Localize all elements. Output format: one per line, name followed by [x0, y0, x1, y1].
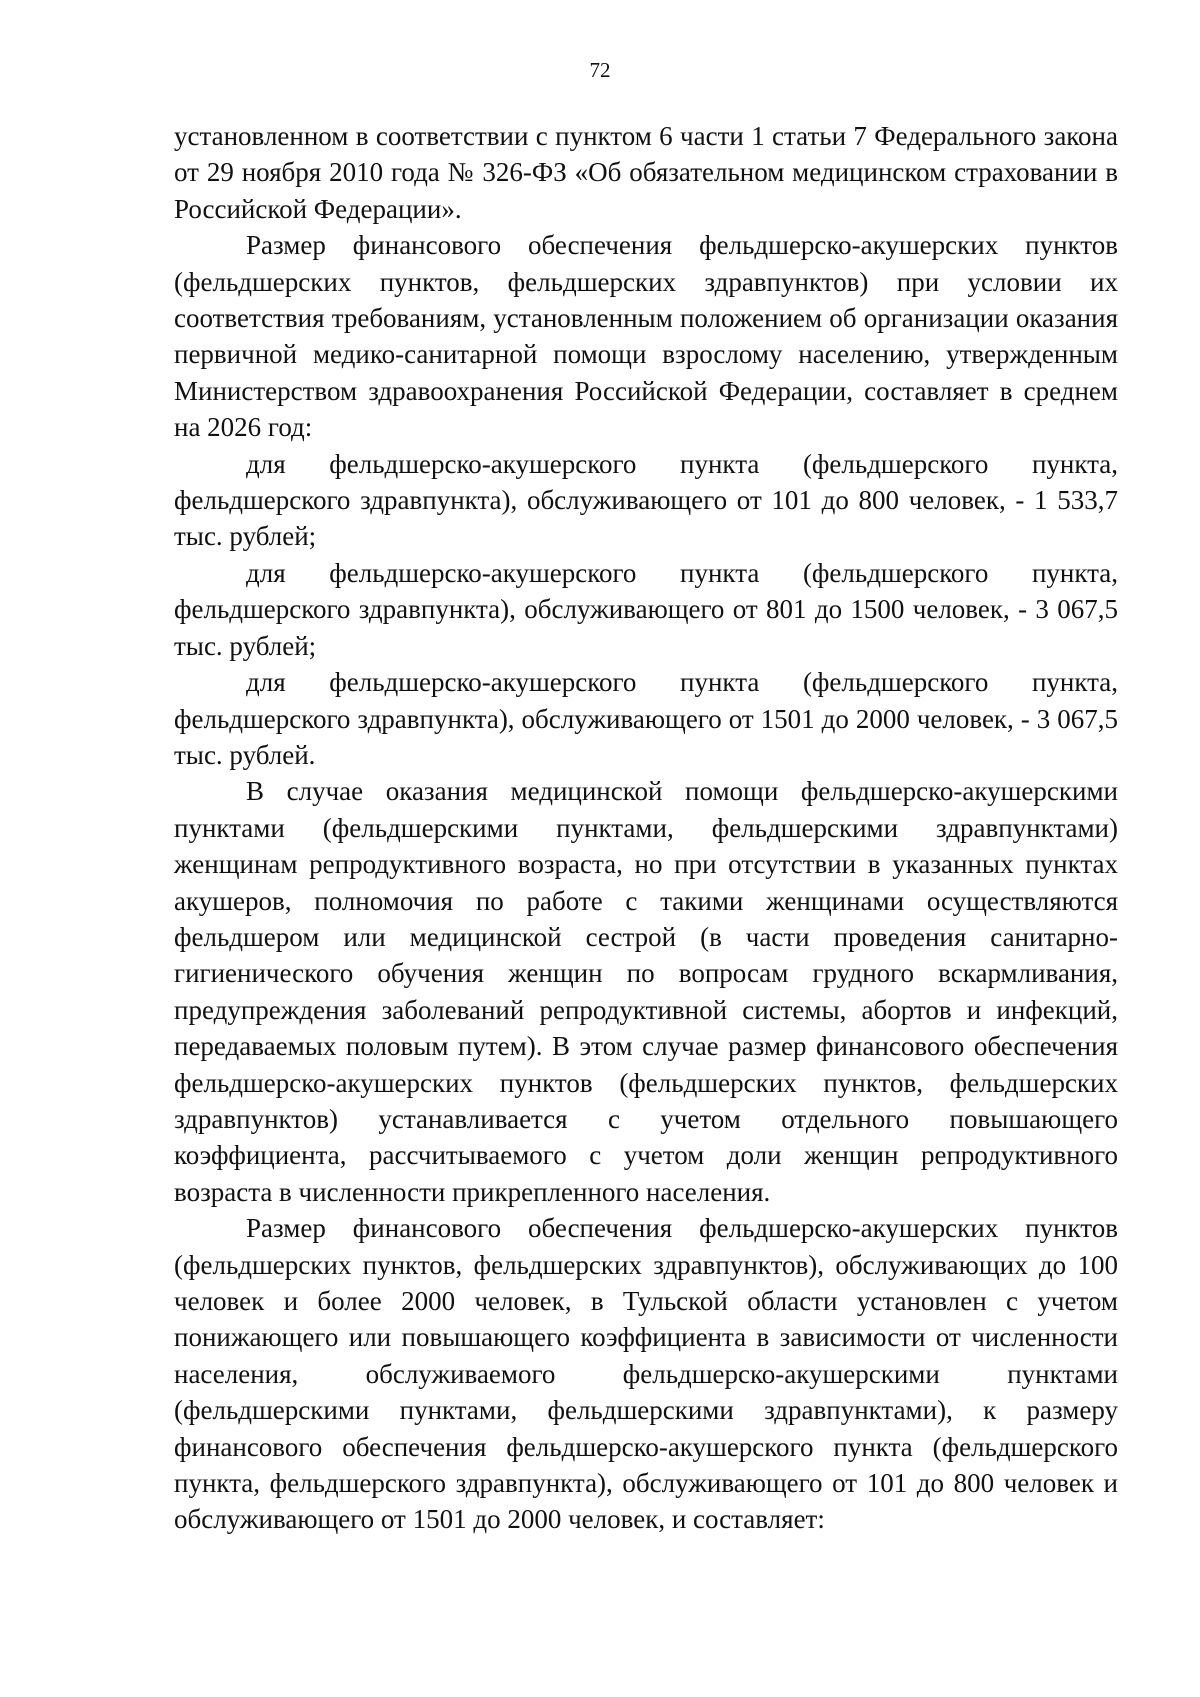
paragraph-6: В случае оказания медицинской помощи фельдшерско-акушерскими пунктами (фельдшерскими пунктами, фельдшерскими здравпунктами) женщинам репродуктивного возраста, но при отсутствии в указанных пунктах акушеров, полномочия по работе с такими женщинами осуществляются фельдшером или медицинской сестрой (в части проведения санитарно-гигиенического обучения женщин по вопросам грудного вскармливания, предупреждения заболеваний репродуктивной системы, абортов и инфекций, передаваемых половым путем). В этом случае размер финансового обеспечения фельдшерско-акушерских пунктов (фельдшерских пунктов, фельдшерских здравпунктов) устанавливается с учетом отдельного повышающего коэффициента, рассчитываемого с учетом доли женщин репродуктивного возраста в численности прикрепленного населения. — [174, 776, 1118, 1207]
document-body — [174, 118, 1118, 1538]
paragraph-4: для фельдшерско-акушерского пункта (фельдшерского пункта, фельдшерского здравпункта), обслуживающего от 801 до 1500 человек, - 3 067,5 тыс. рублей; — [174, 557, 1118, 661]
paragraph-7: Размер финансового обеспечения фельдшерско-акушерских пунктов (фельдшерских пунктов, фельдшерских здравпунктов), обслуживающих до 100 человек и более 2000 человек, в Тульской области установлен с учетом понижающего или повышающего коэффициента в зависимости от численности населения, обслуживаемого фельдшерско-акушерскими пунктами (фельдшерскими пунктами, фельдшерскими здравпунктами), к размеру финансового обеспечения фельдшерско-акушерского пункта (фельдшерского пункта, фельдшерского здравпункта), обслуживающего от 101 до 800 человек и обслуживающего от 1501 до 2000 человек, и составляет: — [174, 1213, 1118, 1535]
paragraph-5: для фельдшерско-акушерского пункта (фельдшерского пункта, фельдшерского здравпункта), обслуживающего от 1501 до 2000 человек, - 3 067,5 тыс. рублей. — [174, 667, 1118, 770]
page-number: 72 — [589, 58, 611, 82]
paragraph-2: Размер финансового обеспечения фельдшерско-акушерских пунктов (фельдшерских пунктов, фельдшерских здравпунктов) при условии их соответствия требованиям, установленным положением об организации оказания первичной медико-санитарной помощи взрослому населению, утвержденным Министерством здравоохранения Российской Федерации, составляет в среднем на 2026 год: — [174, 230, 1118, 443]
paragraph-3: для фельдшерско-акушерского пункта (фельдшерского пункта, фельдшерского здравпункта), обслуживающего от 101 до 800 человек, - 1 533,7 тыс. рублей; — [174, 448, 1118, 552]
paragraph-1: установленном в соответствии с пунктом 6 части 1 статьи 7 Федерального закона от 29 ноября 2010 года № 326-ФЗ «Об обязательном медицинском страховании в Российской Федерации». — [174, 121, 1118, 224]
